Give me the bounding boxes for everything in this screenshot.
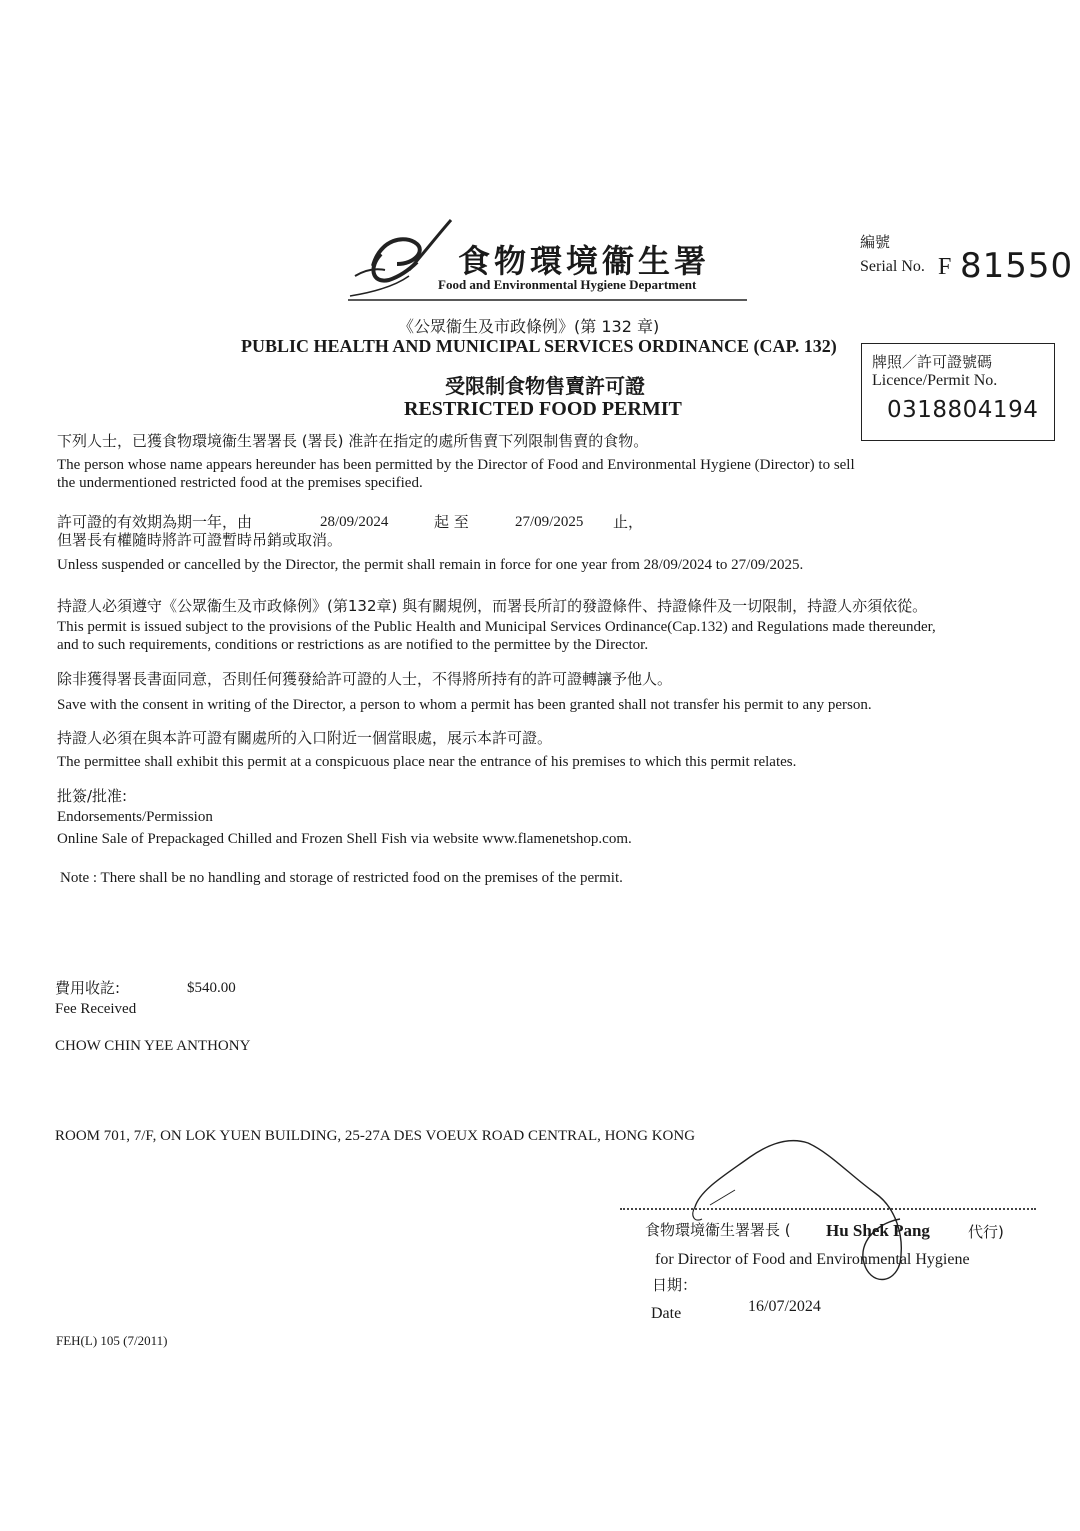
validity-zh-line-2: 但署長有權隨時將許可證暫時吊銷或取消。 bbox=[57, 531, 343, 549]
paragraph-1-zh: 下列人士，已獲食物環境衞生署署長 (署長) 准許在指定的處所售賣下列限制售賣的食物。 bbox=[57, 432, 649, 450]
ordinance-title-en: PUBLIC HEALTH AND MUNICIPAL SERVICES ORDINANCE (CAP. 132) bbox=[241, 336, 837, 356]
signatory-acting-zh: 代行) bbox=[968, 1223, 1004, 1241]
licence-number: 0318804194 bbox=[887, 397, 1039, 423]
date-label-zh: 日期： bbox=[652, 1276, 698, 1294]
serial-number: 81550 bbox=[960, 246, 1074, 286]
paragraph-5-en: The permittee shall exhibit this permit at a conspicuous place near the entrance of his premises to which this permit relates. bbox=[57, 754, 797, 770]
paragraph-4-en: Save with the consent in writing of the Director, a person to whom a permit has been granted shall not transfer his permit to any person. bbox=[57, 697, 872, 713]
validity-en: Unless suspended or cancelled by the Director, the permit shall remain in force for one year from 28/09/2024 to 27/09/2025. bbox=[57, 557, 804, 573]
paragraph-3-en-line-1: This permit is issued subject to the provisions of the Public Health and Municipal Services Ordinance(Cap.132) and Regulations made thereunder, bbox=[57, 619, 936, 635]
permit-title-en: RESTRICTED FOOD PERMIT bbox=[404, 398, 682, 420]
endorsements-text: Online Sale of Prepackaged Chilled and Frozen Shell Fish via website www.flamenetshop.com. bbox=[57, 831, 632, 847]
licence-label-en: Licence/Permit No. bbox=[872, 372, 998, 389]
paragraph-3-zh: 持證人必須遵守《公眾衞生及市政條例》(第132章) 與有關規例，而署長所訂的發證條件、持證條件及一切限制，持證人亦須依從。 bbox=[57, 597, 928, 615]
paragraph-1-en-line-2: the undermentioned restricted food at the premises specified. bbox=[57, 475, 423, 491]
form-number: FEH(L) 105 (7/2011) bbox=[56, 1333, 168, 1348]
paragraph-5-zh: 持證人必須在與本許可證有關處所的入口附近一個當眼處，展示本許可證。 bbox=[57, 729, 553, 747]
fee-label-en: Fee Received bbox=[55, 1001, 137, 1017]
validity-zh-lead: 許可證的有效期為期一年，由 bbox=[57, 513, 253, 531]
issue-date: 16/07/2024 bbox=[748, 1298, 821, 1315]
licence-label-zh: 牌照／許可證號碼 bbox=[872, 353, 993, 371]
handwritten-signature bbox=[680, 1135, 940, 1295]
fee-label-zh: 費用收訖: bbox=[55, 979, 121, 997]
validity-zh-to: 起 至 bbox=[434, 513, 469, 531]
signatory-name: Hu Shek Pang bbox=[826, 1221, 930, 1240]
permit-title-zh: 受限制食物售賣許可證 bbox=[445, 374, 645, 398]
validity-zh-end: 止， bbox=[613, 513, 644, 531]
serial-prefix: F bbox=[938, 254, 952, 280]
paragraph-3-en-line-2: and to such requirements, conditions or restrictions as are notified to the permittee by the Director. bbox=[57, 637, 649, 653]
fee-amount: $540.00 bbox=[187, 980, 236, 996]
paragraph-4-zh: 除非獲得署長書面同意，否則任何獲發給許可證的人士，不得將所持有的許可證轉讓予他人。 bbox=[57, 670, 673, 688]
signatory-label-zh: 食物環境衞生署署長 ( bbox=[645, 1221, 791, 1239]
endorsements-label-zh: 批簽/批准: bbox=[57, 787, 128, 805]
signatory-label-en: for Director of Food and Environmental Hygiene bbox=[655, 1251, 970, 1268]
validity-to-date: 27/09/2025 bbox=[515, 514, 584, 530]
serial-label-zh: 編號 bbox=[860, 233, 891, 251]
date-label-en: Date bbox=[651, 1305, 682, 1322]
serial-label-en: Serial No. bbox=[860, 258, 925, 275]
department-name-zh: 食物環境衞生署 bbox=[458, 242, 711, 280]
premises-address: ROOM 701, 7/F, ON LOK YUEN BUILDING, 25-27A DES VOEUX ROAD CENTRAL, HONG KONG bbox=[55, 1128, 696, 1144]
permittee-name: CHOW CHIN YEE ANTHONY bbox=[55, 1038, 251, 1054]
endorsements-note: Note : There shall be no handling and storage of restricted food on the premises of the permit. bbox=[60, 870, 623, 886]
validity-from-date: 28/09/2024 bbox=[320, 514, 389, 530]
endorsements-label-en: Endorsements/Permission bbox=[57, 809, 213, 825]
ordinance-title-zh: 《公眾衞生及市政條例》(第 132 章) bbox=[398, 317, 660, 336]
paragraph-1-en-line-1: The person whose name appears hereunder has been permitted by the Director of Food and Environmental Hygiene (Director) to sell bbox=[57, 457, 855, 473]
department-name-en: Food and Environmental Hygiene Department bbox=[438, 277, 697, 292]
signature-line bbox=[620, 1208, 1036, 1210]
